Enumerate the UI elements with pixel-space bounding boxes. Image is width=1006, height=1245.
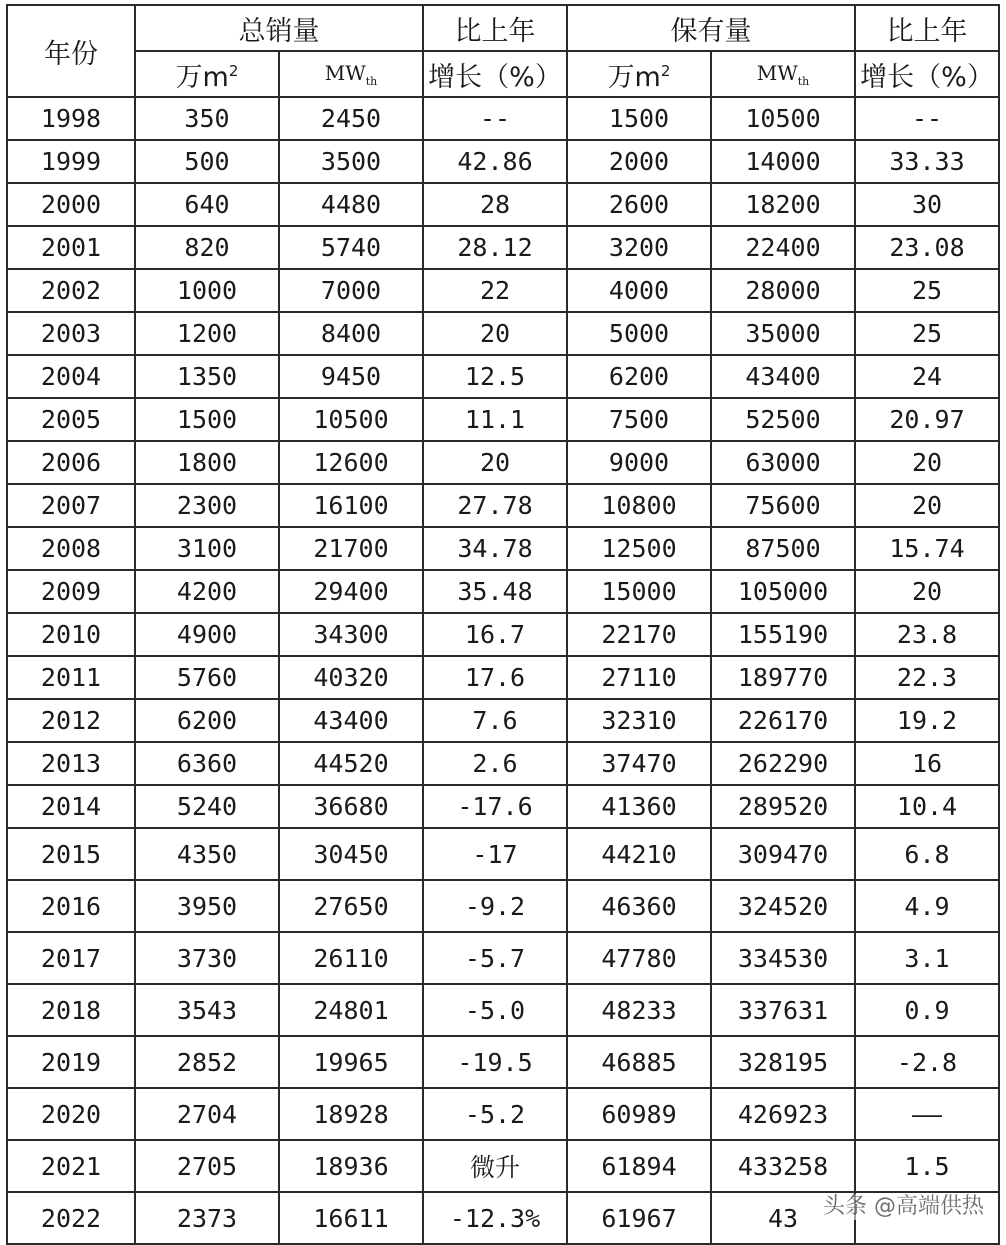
stock-area-cell: 46360 <box>567 880 711 932</box>
year-cell: 2012 <box>7 699 135 742</box>
stock-mw-cell: 10500 <box>711 97 855 140</box>
header-row-2 <box>7 51 999 97</box>
sales-area-cell: 4350 <box>135 828 279 880</box>
year-cell: 2022 <box>7 1192 135 1244</box>
stock-area-cell: 27110 <box>567 656 711 699</box>
sales-yoy-cell: 微升 <box>423 1140 567 1192</box>
table-row <box>7 1036 999 1088</box>
year-cell: 2016 <box>7 880 135 932</box>
sales-area-cell: 2852 <box>135 1036 279 1088</box>
sales-mw-cell: 27650 <box>279 880 423 932</box>
sales-area-cell: 6200 <box>135 699 279 742</box>
table-row <box>7 613 999 656</box>
sales-area-cell: 1350 <box>135 355 279 398</box>
sales-yoy-cell: 28 <box>423 183 567 226</box>
stock-area-cell: 32310 <box>567 699 711 742</box>
table-row <box>7 742 999 785</box>
stock-mw-cell: 87500 <box>711 527 855 570</box>
stock-yoy-cell: 33.33 <box>855 140 999 183</box>
sales-yoy-cell: 11.1 <box>423 398 567 441</box>
sales-area-cell: 5760 <box>135 656 279 699</box>
stock-area-cell: 46885 <box>567 1036 711 1088</box>
sales-mw-cell: 7000 <box>279 269 423 312</box>
stock-mw-cell: 289520 <box>711 785 855 828</box>
stock-mw-cell: 22400 <box>711 226 855 269</box>
stock-yoy-cell: 22.3 <box>855 656 999 699</box>
sales-mw-cell: 34300 <box>279 613 423 656</box>
sales-yoy-cell: 22 <box>423 269 567 312</box>
table-row <box>7 97 999 140</box>
stock-yoy-cell: 23.8 <box>855 613 999 656</box>
stock-area-cell: 1500 <box>567 97 711 140</box>
year-header: 年份 <box>7 5 135 97</box>
sales-yoy-cell: 28.12 <box>423 226 567 269</box>
sales-yoy-cell: 17.6 <box>423 656 567 699</box>
stock-mw-cell: 226170 <box>711 699 855 742</box>
sales-mw-cell: 44520 <box>279 742 423 785</box>
table-row <box>7 656 999 699</box>
sales-area-cell: 1800 <box>135 441 279 484</box>
sales-mw-cell: 12600 <box>279 441 423 484</box>
sales-area-cell: 1200 <box>135 312 279 355</box>
stock-area-cell: 4000 <box>567 269 711 312</box>
stock-yoy-cell: 30 <box>855 183 999 226</box>
stock-area-cell: 44210 <box>567 828 711 880</box>
sales-area-cell: 2704 <box>135 1088 279 1140</box>
year-cell: 1998 <box>7 97 135 140</box>
table-row <box>7 355 999 398</box>
table-row <box>7 570 999 613</box>
year-cell: 2019 <box>7 1036 135 1088</box>
sales-yoy-cell: 12.5 <box>423 355 567 398</box>
sales-yoy-cell: -5.2 <box>423 1088 567 1140</box>
header-row-1 <box>7 5 999 51</box>
stock-mw-cell: 35000 <box>711 312 855 355</box>
year-cell: 2011 <box>7 656 135 699</box>
year-cell: 2010 <box>7 613 135 656</box>
sales-yoy-cell: -5.7 <box>423 932 567 984</box>
sales-yoy-cell: 2.6 <box>423 742 567 785</box>
sales-area-cell: 5240 <box>135 785 279 828</box>
year-cell: 2014 <box>7 785 135 828</box>
sales-area-cell: 6360 <box>135 742 279 785</box>
stock-yoy-cell: 16 <box>855 742 999 785</box>
stock-yoy-cell: 0.9 <box>855 984 999 1036</box>
stock-yoy-cell: 19.2 <box>855 699 999 742</box>
stock-yoy-cell: 23.08 <box>855 226 999 269</box>
table-row <box>7 140 999 183</box>
stock-area-cell: 9000 <box>567 441 711 484</box>
sales-area-cell: 2705 <box>135 1140 279 1192</box>
total-sales-header: 总销量 <box>135 5 423 51</box>
year-cell: 1999 <box>7 140 135 183</box>
sales-yoy-cell: -12.3% <box>423 1192 567 1244</box>
sales-yoy-cell: -9.2 <box>423 880 567 932</box>
sales-yoy-cell: -5.0 <box>423 984 567 1036</box>
sales-area-cell: 1500 <box>135 398 279 441</box>
sales-mw-cell: 18936 <box>279 1140 423 1192</box>
stock-area-cell: 7500 <box>567 398 711 441</box>
stock-yoy-cell: 20 <box>855 484 999 527</box>
year-cell: 2018 <box>7 984 135 1036</box>
stock-mw-cell: 433258 <box>711 1140 855 1192</box>
stock-area-cell: 6200 <box>567 355 711 398</box>
stock-yoy-cell: -- <box>855 97 999 140</box>
stock-header: 保有量 <box>567 5 855 51</box>
year-cell: 2007 <box>7 484 135 527</box>
stock-mw-cell: 63000 <box>711 441 855 484</box>
yoy-stock-header-top: 比上年 <box>855 5 999 51</box>
stock-area-cell: 48233 <box>567 984 711 1036</box>
table-row <box>7 828 999 880</box>
sales-mw-cell: 5740 <box>279 226 423 269</box>
sales-yoy-cell: -17 <box>423 828 567 880</box>
yoy-stock-header-bottom: 增长（%） <box>855 51 999 97</box>
sales-mw-cell: 19965 <box>279 1036 423 1088</box>
sales-mw-cell: 29400 <box>279 570 423 613</box>
year-cell: 2006 <box>7 441 135 484</box>
stock-area-cell: 61967 <box>567 1192 711 1244</box>
stock-mw-cell: 324520 <box>711 880 855 932</box>
sales-mw-cell: 18928 <box>279 1088 423 1140</box>
sales-mw-cell: 36680 <box>279 785 423 828</box>
sales-mw-cell: 8400 <box>279 312 423 355</box>
stock-mw-cell: 75600 <box>711 484 855 527</box>
year-cell: 2017 <box>7 932 135 984</box>
stock-mw-cell: 334530 <box>711 932 855 984</box>
sales-yoy-cell: 20 <box>423 312 567 355</box>
table-body <box>7 97 999 1244</box>
stock-yoy-cell: 10.4 <box>855 785 999 828</box>
year-cell: 2003 <box>7 312 135 355</box>
stock-yoy-cell: 15.74 <box>855 527 999 570</box>
table-row <box>7 226 999 269</box>
sales-yoy-cell: 27.78 <box>423 484 567 527</box>
stock-mw-cell: 43 <box>711 1192 855 1244</box>
sales-mw-cell: 2450 <box>279 97 423 140</box>
sales-area-cell: 2373 <box>135 1192 279 1244</box>
stock-area-cell: 60989 <box>567 1088 711 1140</box>
watermark: 头条 @高端供热 <box>819 1194 988 1220</box>
year-cell: 2008 <box>7 527 135 570</box>
sales-mw-cell: 21700 <box>279 527 423 570</box>
table-row <box>7 312 999 355</box>
table-row <box>7 183 999 226</box>
sales-area-cell: 3950 <box>135 880 279 932</box>
stock-yoy-cell: -2.8 <box>855 1036 999 1088</box>
stock-mw-cell: 426923 <box>711 1088 855 1140</box>
sales-mw-cell: 26110 <box>279 932 423 984</box>
stock-area-cell: 2000 <box>567 140 711 183</box>
sales-mw-cell: 43400 <box>279 699 423 742</box>
table-row <box>7 527 999 570</box>
yoy-sales-header-bottom: 增长（%） <box>423 51 567 97</box>
stock-area-cell: 3200 <box>567 226 711 269</box>
stock-mw-cell: 155190 <box>711 613 855 656</box>
sales-yoy-cell: 20 <box>423 441 567 484</box>
sales-yoy-cell: 42.86 <box>423 140 567 183</box>
table-container <box>6 4 1000 1245</box>
table-row <box>7 441 999 484</box>
stock-mw-cell: 43400 <box>711 355 855 398</box>
sales-mw-cell: 4480 <box>279 183 423 226</box>
stock-yoy-cell: 4.9 <box>855 880 999 932</box>
sales-yoy-cell: 7.6 <box>423 699 567 742</box>
table-row <box>7 785 999 828</box>
table-row <box>7 699 999 742</box>
sales-area-cell: 4200 <box>135 570 279 613</box>
stock-mw-cell: 337631 <box>711 984 855 1036</box>
stock-yoy-cell: 24 <box>855 355 999 398</box>
stock-mw-cell: 105000 <box>711 570 855 613</box>
stock-area-cell: 2600 <box>567 183 711 226</box>
table-row <box>7 984 999 1036</box>
yoy-sales-header-top: 比上年 <box>423 5 567 51</box>
sales-area-cell: 350 <box>135 97 279 140</box>
stock-area-cell: 10800 <box>567 484 711 527</box>
table-row <box>7 1088 999 1140</box>
stock-mw-cell: 189770 <box>711 656 855 699</box>
sales-mw-cell: 16100 <box>279 484 423 527</box>
sales-mw-unit: $MW_{th}$ <box>279 51 423 97</box>
sales-yoy-cell: -- <box>423 97 567 140</box>
stock-mw-unit: $MW_{th}$ <box>711 51 855 97</box>
year-cell: 2005 <box>7 398 135 441</box>
sales-mw-cell: 3500 <box>279 140 423 183</box>
stock-mw-cell: 18200 <box>711 183 855 226</box>
table-row <box>7 1140 999 1192</box>
stock-mw-cell: 14000 <box>711 140 855 183</box>
sales-mw-cell: 9450 <box>279 355 423 398</box>
stock-yoy-cell: —— <box>855 1088 999 1140</box>
stock-yoy-cell: 1.5 <box>855 1140 999 1192</box>
sales-mw-cell: 10500 <box>279 398 423 441</box>
stock-area-cell: 5000 <box>567 312 711 355</box>
sales-mw-cell: 30450 <box>279 828 423 880</box>
sales-mw-cell: 40320 <box>279 656 423 699</box>
stock-yoy-cell: 20 <box>855 441 999 484</box>
stock-area-cell: 41360 <box>567 785 711 828</box>
stock-area-cell: 22170 <box>567 613 711 656</box>
year-cell: 2013 <box>7 742 135 785</box>
sales-mw-cell: 16611 <box>279 1192 423 1244</box>
stock-area-cell: 61894 <box>567 1140 711 1192</box>
stock-mw-cell: 262290 <box>711 742 855 785</box>
year-cell: 2015 <box>7 828 135 880</box>
year-cell: 2009 <box>7 570 135 613</box>
sales-mw-cell: 24801 <box>279 984 423 1036</box>
sales-area-cell: 3730 <box>135 932 279 984</box>
stock-area-cell: 47780 <box>567 932 711 984</box>
solar-sales-table <box>6 4 1000 1245</box>
sales-area-unit: 万$m^2$ <box>135 51 279 97</box>
year-cell: 2002 <box>7 269 135 312</box>
stock-area-cell: 12500 <box>567 527 711 570</box>
stock-yoy-cell: 25 <box>855 312 999 355</box>
sales-area-cell: 4900 <box>135 613 279 656</box>
sales-area-cell: 500 <box>135 140 279 183</box>
table-row <box>7 880 999 932</box>
table-row <box>7 398 999 441</box>
year-cell: 2000 <box>7 183 135 226</box>
stock-yoy-cell: 25 <box>855 269 999 312</box>
stock-mw-cell: 328195 <box>711 1036 855 1088</box>
stock-yoy-cell: 20 <box>855 570 999 613</box>
stock-yoy-cell: 6.8 <box>855 828 999 880</box>
sales-yoy-cell: 34.78 <box>423 527 567 570</box>
year-cell: 2001 <box>7 226 135 269</box>
sales-area-cell: 820 <box>135 226 279 269</box>
sales-area-cell: 1000 <box>135 269 279 312</box>
stock-mw-cell: 309470 <box>711 828 855 880</box>
sales-area-cell: 640 <box>135 183 279 226</box>
sales-area-cell: 3100 <box>135 527 279 570</box>
stock-area-unit: 万$m^2$ <box>567 51 711 97</box>
sales-yoy-cell: 16.7 <box>423 613 567 656</box>
table-row <box>7 932 999 984</box>
stock-mw-cell: 52500 <box>711 398 855 441</box>
sales-area-cell: 2300 <box>135 484 279 527</box>
sales-yoy-cell: -17.6 <box>423 785 567 828</box>
year-cell: 2021 <box>7 1140 135 1192</box>
year-cell: 2004 <box>7 355 135 398</box>
stock-mw-cell: 28000 <box>711 269 855 312</box>
stock-area-cell: 37470 <box>567 742 711 785</box>
sales-area-cell: 3543 <box>135 984 279 1036</box>
stock-area-cell: 15000 <box>567 570 711 613</box>
table-row <box>7 269 999 312</box>
table-row <box>7 484 999 527</box>
sales-yoy-cell: 35.48 <box>423 570 567 613</box>
sales-yoy-cell: -19.5 <box>423 1036 567 1088</box>
stock-yoy-cell: 20.97 <box>855 398 999 441</box>
year-cell: 2020 <box>7 1088 135 1140</box>
stock-yoy-cell: 3.1 <box>855 932 999 984</box>
